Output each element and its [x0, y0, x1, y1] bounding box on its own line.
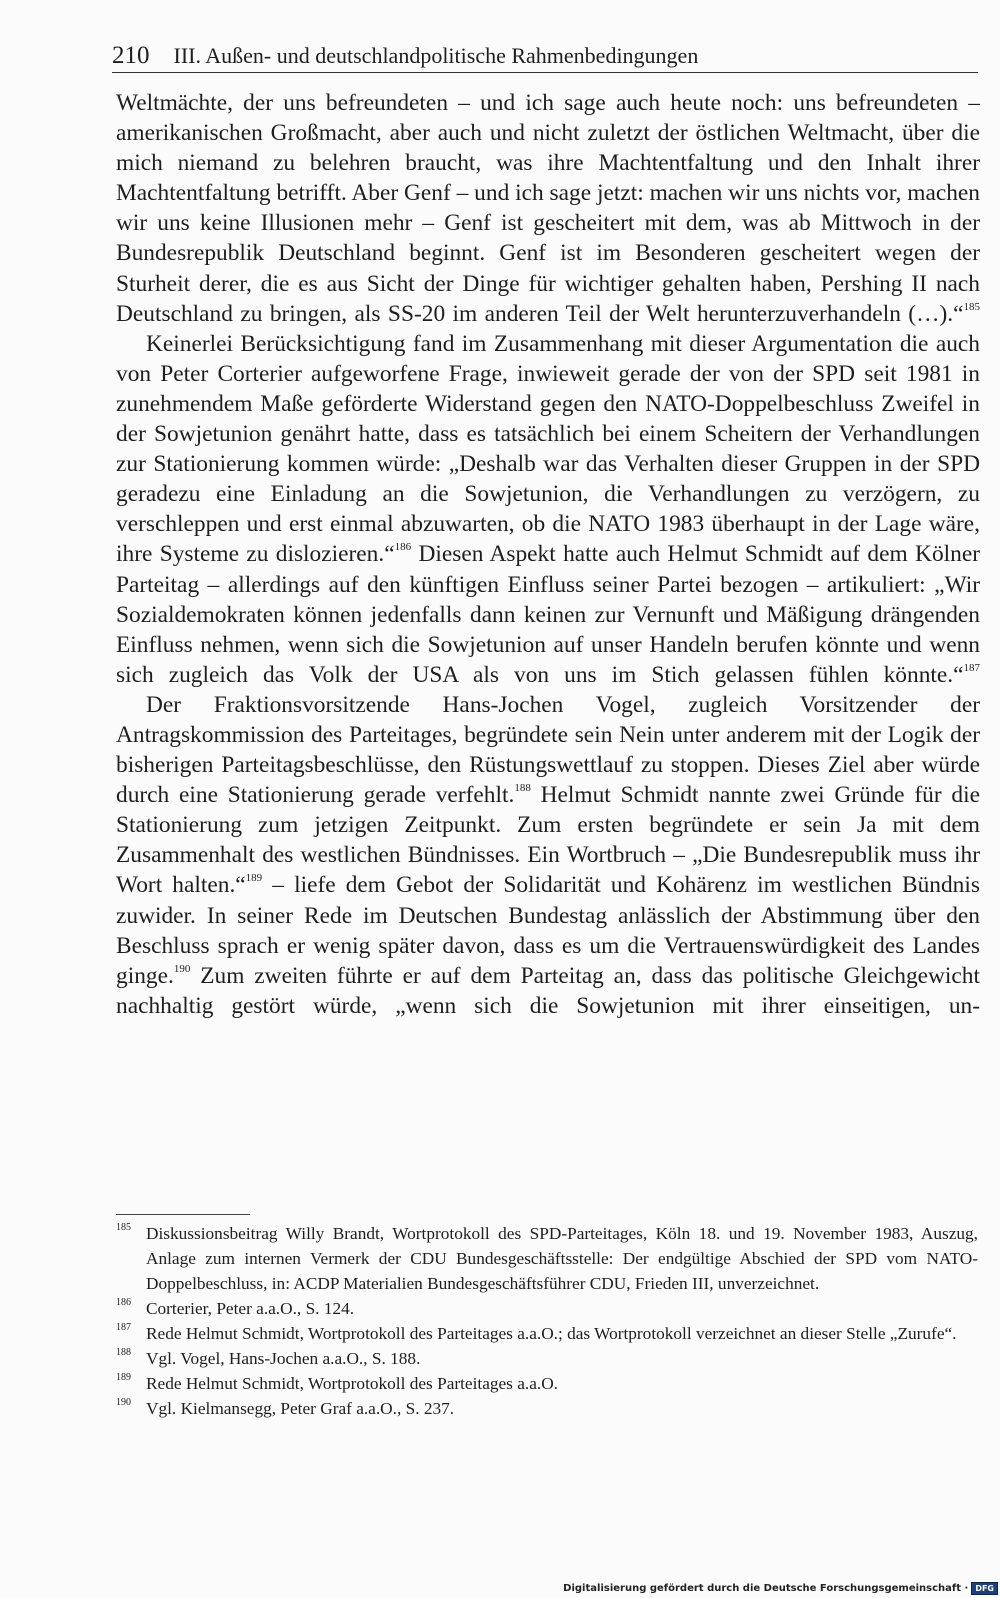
footnote-ref-186[interactable]: 186: [394, 541, 412, 554]
footnote: [116, 1346, 978, 1371]
footnote-text: Rede Helmut Schmidt, Wortprotokoll des Parteitages a.a.O.: [146, 1374, 558, 1393]
footnote-text: Vgl. Kielmansegg, Peter Graf a.a.O., S. 237.: [146, 1399, 455, 1418]
footnotes: [116, 1221, 978, 1421]
paragraph-text: Keinerlei Berücksichtigung fand im Zusammenhang mit dieser Argumentation die auch von Peter Corterier aufgeworfene Frage, inwieweit gerade der von der SPD seit 1981 in zunehmendem Maße geförderte Widerstand gegen den NATO-Doppelbeschluss Zweifel in der Sowjetunion genährt hatte, dass es tatsächlich bei einem Scheitern der Verhandlungen zur Stationierung kommen würde: „Deshalb war das Verhalten dieser Gruppen in der SPD geradezu eine Einladung an die Sowjetunion, die Verhandlungen zu verzögern, zu verschleppen und erst einmal abzuwarten, ob die NATO 1983 überhaupt in der Lage wäre, ihre Systeme zu dislozieren.“: [116, 330, 980, 568]
footnote-num: 189: [116, 1372, 131, 1383]
footnote-ref-190[interactable]: 190: [173, 962, 191, 975]
footnote-number: [116, 1221, 146, 1296]
credit-text: Digitalisierung gefördert durch die Deutsche Forschungsgemeinschaft ·: [563, 1582, 969, 1594]
paragraph-text: Der Fraktionsvorsitzende Hans-Jochen Vogel, zugleich Vorsitzender der Antragskommission des Parteitages, begründete sein Nein unter anderem mit der Logik der bisherigen Parteitagsbeschlüsse, den Rüstungswettlauf zu stoppen. Dieses Ziel aber würde durch eine Stationierung gerade verfehlt.: [116, 691, 980, 809]
paragraph-3: [116, 690, 980, 1021]
footnote: [116, 1296, 978, 1321]
paragraph-1: [116, 88, 980, 329]
running-header: [112, 42, 978, 73]
footnote-text: Corterier, Peter a.a.O., S. 124.: [146, 1299, 355, 1318]
footnote-number: [116, 1371, 146, 1396]
footnote: [116, 1396, 978, 1421]
page-number: 210: [112, 42, 150, 69]
footnote: [116, 1321, 978, 1346]
paragraph-text: Weltmächte, der uns befreundeten – und ich sage auch heute noch: uns befreundeten – amerikanischen Großmacht, aber auch und nicht zuletzt der östlichen Weltmacht, über die mich niemand zu belehren braucht, was ihre Machtentfaltung und den Inhalt ihrer Machtentfaltung betrifft. Aber Genf – und ich sage jetzt: machen wir uns nichts vor, machen wir uns keine Illusionen mehr – Genf ist gescheitert mit dem, was ab Mittwoch in der Bundesrepublik Deutschland beginnt. Genf ist im Besonderen gescheitert wegen der Sturheit derer, die es aus Sicht der Dinge für wichtiger gehalten haben, Pershing II nach Deutschland zu bringen, als SS-20 im anderen Teil der Welt herunterzuverhandeln (…).“: [116, 90, 980, 327]
digitization-credit: [563, 1581, 998, 1595]
footnote-ref-189[interactable]: 189: [245, 872, 263, 885]
paragraph-text: Diesen Aspekt hatte auch Helmut Schmidt auf dem Kölner Parteitag – allerdings auf den künftigen Einfluss seiner Partei bezogen – artikuliert: „Wir Sozialdemokraten können jedenfalls dann keinen zur Vernunft und Mäßigung drängenden Einfluss nehmen, wenn sich die Sowjetunion auf unser Handeln berufen könnte und wenn sich zugleich das Volk der USA als von uns im Stich gelassen fühlen könnte.“: [116, 541, 980, 688]
footnote: [116, 1371, 978, 1396]
footnote-ref-187[interactable]: 187: [963, 661, 980, 674]
footnote-number: [116, 1396, 146, 1421]
main-text: [116, 88, 980, 1021]
paragraph-text: Helmut Schmidt nannte zwei Gründe für die Stationierung zum jetzigen Zeitpunkt. Zum ersten begründete er sein Ja mit dem Zusammenhalt des westlichen Bündnisses. Ein Wortbruch – „Die Bundesrepublik muss ihr Wort halten.“: [116, 782, 980, 899]
paragraph-text: – liefe dem Gebot der Solidarität und Kohärenz im westlichen Bündnis zuwider. In seiner Rede im Deutschen Bundestag anlässlich der Abstimmung über den Beschluss sprach er wenig später davon, dass es um die Vertrauenswürdigkeit des Landes ginge.: [116, 872, 980, 989]
footnote-num: 188: [116, 1347, 131, 1358]
footnote-num: 190: [116, 1397, 131, 1408]
footnote-num: 185: [116, 1222, 131, 1233]
paragraph-2: [116, 329, 980, 690]
footnote-text: Diskussionsbeitrag Willy Brandt, Wortprotokoll des SPD-Parteitages, Köln 18. und 19. November 1983, Auszug, Anlage zum internen Vermerk der CDU Bundesgeschäftsstelle: Der endgültige Abschied der SPD vom NATO-Doppelbeschluss, in: ACDP Materialien Bundesgeschäftsführer CDU, Frieden III, unverzeichnet.: [146, 1224, 978, 1293]
footnote-text: Rede Helmut Schmidt, Wortprotokoll des Parteitages a.a.O.; das Wortprotokoll verzeichnet an dieser Stelle „Zurufe“.: [146, 1324, 957, 1343]
footnote-ref-188[interactable]: 188: [514, 782, 531, 795]
footnote-number: [116, 1346, 146, 1371]
footnote-number: [116, 1296, 146, 1321]
footnote-ref-185[interactable]: 185: [963, 300, 980, 313]
footnote-rule: [116, 1214, 250, 1215]
footnote-num: 186: [116, 1297, 131, 1308]
dfg-logo: DFG: [971, 1582, 998, 1595]
footnote: [116, 1221, 978, 1296]
footnote-text: Vgl. Vogel, Hans-Jochen a.a.O., S. 188.: [146, 1349, 421, 1368]
footnote-number: [116, 1321, 146, 1346]
paragraph-text: Zum zweiten führte er auf dem Parteitag an, dass das politische Gleichgewicht nachhaltig gestört würde, „wenn sich die Sowjetunion mit ihrer einseitigen, un-: [116, 962, 980, 1019]
running-title: III. Außen- und deutschlandpolitische Rahmenbedingungen: [173, 43, 699, 68]
footnote-num: 187: [116, 1322, 131, 1333]
